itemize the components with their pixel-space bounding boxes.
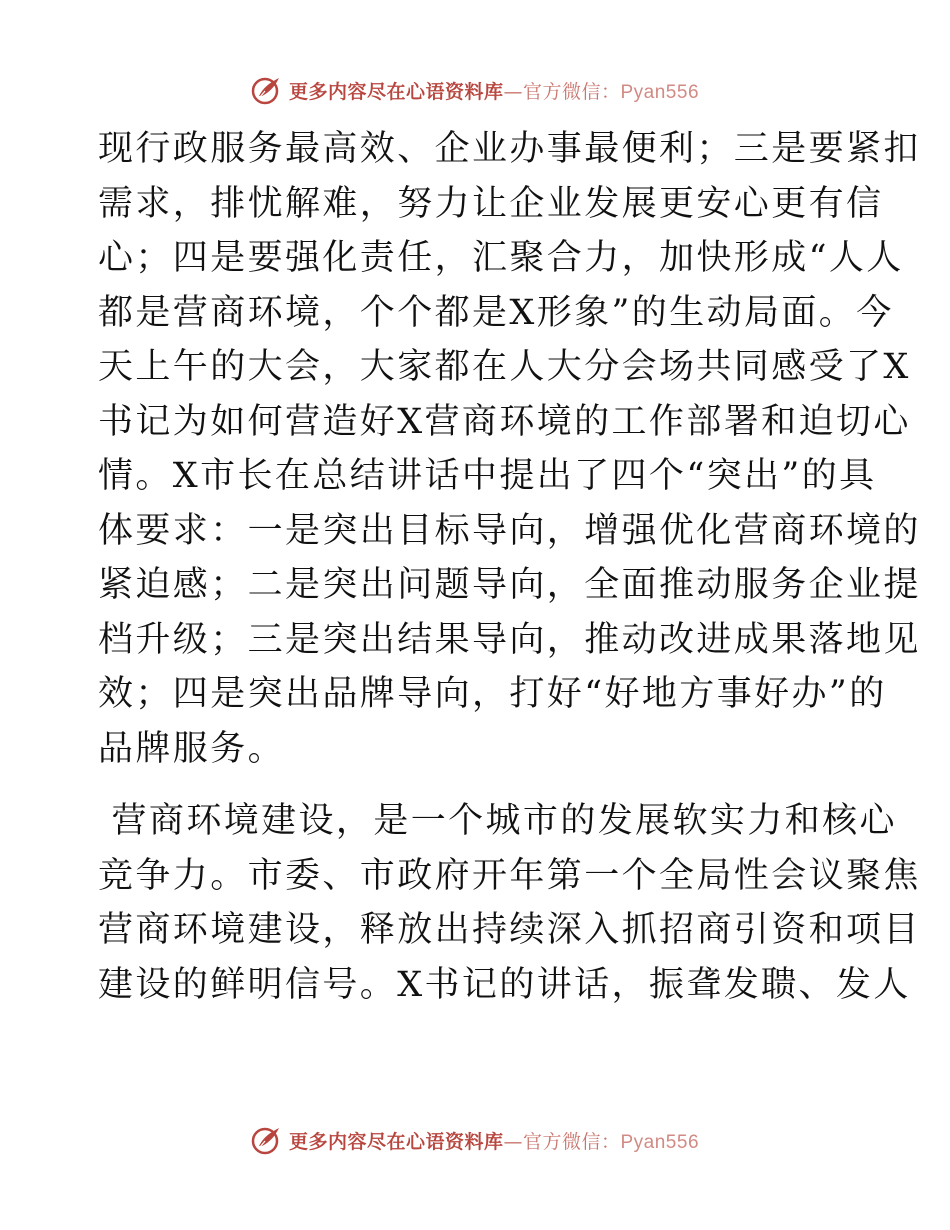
text-line: 营商环境建设，释放出持续深入抓招商引资和项目 <box>98 910 921 950</box>
text-line: 现行政服务最高效、企业办事最便利；三是要紧扣 <box>98 129 921 169</box>
watermark-text <box>289 77 699 104</box>
text-line: 营商环境建设，是一个城市的发展软实力和核心 <box>98 801 897 841</box>
watermark-wechat-label: 官方微信： <box>522 80 621 103</box>
watermark-wechat-id: Pyan556 <box>620 1131 700 1153</box>
text-line: 都是营商环境，个个都是X形象”的生动局面。今 <box>98 292 894 333</box>
text-line: 天上午的大会，大家都在人大分会场共同感受了X <box>98 347 911 387</box>
watermark-dash: — <box>503 1130 523 1153</box>
text-line: 建设的鲜明信号。X书记的讲话，振聋发聩、发人 <box>98 964 911 1005</box>
text-line: 档升级；三是突出结果导向，推动改进成果落地见 <box>98 619 921 660</box>
text-line: 需求，排忧解难，努力让企业发展更安心更有信 <box>98 183 884 224</box>
text-line: 书记为如何营造好X营商环境的工作部署和迫切心 <box>98 401 911 442</box>
text-line: 竞争力。市委、市政府开年第一个全局性会议聚焦 <box>98 855 921 896</box>
text-line: 紧迫感；二是突出问题导向，全面推动服务企业提 <box>98 565 921 605</box>
watermark-header <box>0 70 950 110</box>
quill-logo-icon <box>251 1124 283 1156</box>
paragraph-2 <box>98 794 921 1012</box>
paragraph-1 <box>98 122 921 776</box>
document-body <box>98 122 921 1012</box>
watermark-footer <box>0 1120 950 1160</box>
watermark-wechat-label: 官方微信： <box>522 1130 621 1153</box>
watermark-wechat-id: Pyan556 <box>620 81 700 103</box>
watermark-site: 更多内容尽在心语资料库 <box>288 80 504 103</box>
watermark-text <box>289 1127 699 1154</box>
watermark-dash: — <box>503 80 523 103</box>
text-line: 心；四是要强化责任，汇聚合力，加快形成“人人 <box>98 238 904 278</box>
quill-logo-icon <box>251 74 283 106</box>
text-line: 情。X市长在总结讲话中提出了四个“突出”的具 <box>98 456 877 496</box>
text-line: 效；四是突出品牌导向，打好“好地方事好办”的 <box>98 674 887 714</box>
watermark-site: 更多内容尽在心语资料库 <box>288 1130 504 1153</box>
text-line: 体要求：一是突出目标导向，增强优化营商环境的 <box>98 510 921 551</box>
text-line: 品牌服务。 <box>98 728 286 769</box>
paragraph-spacer <box>98 776 858 794</box>
